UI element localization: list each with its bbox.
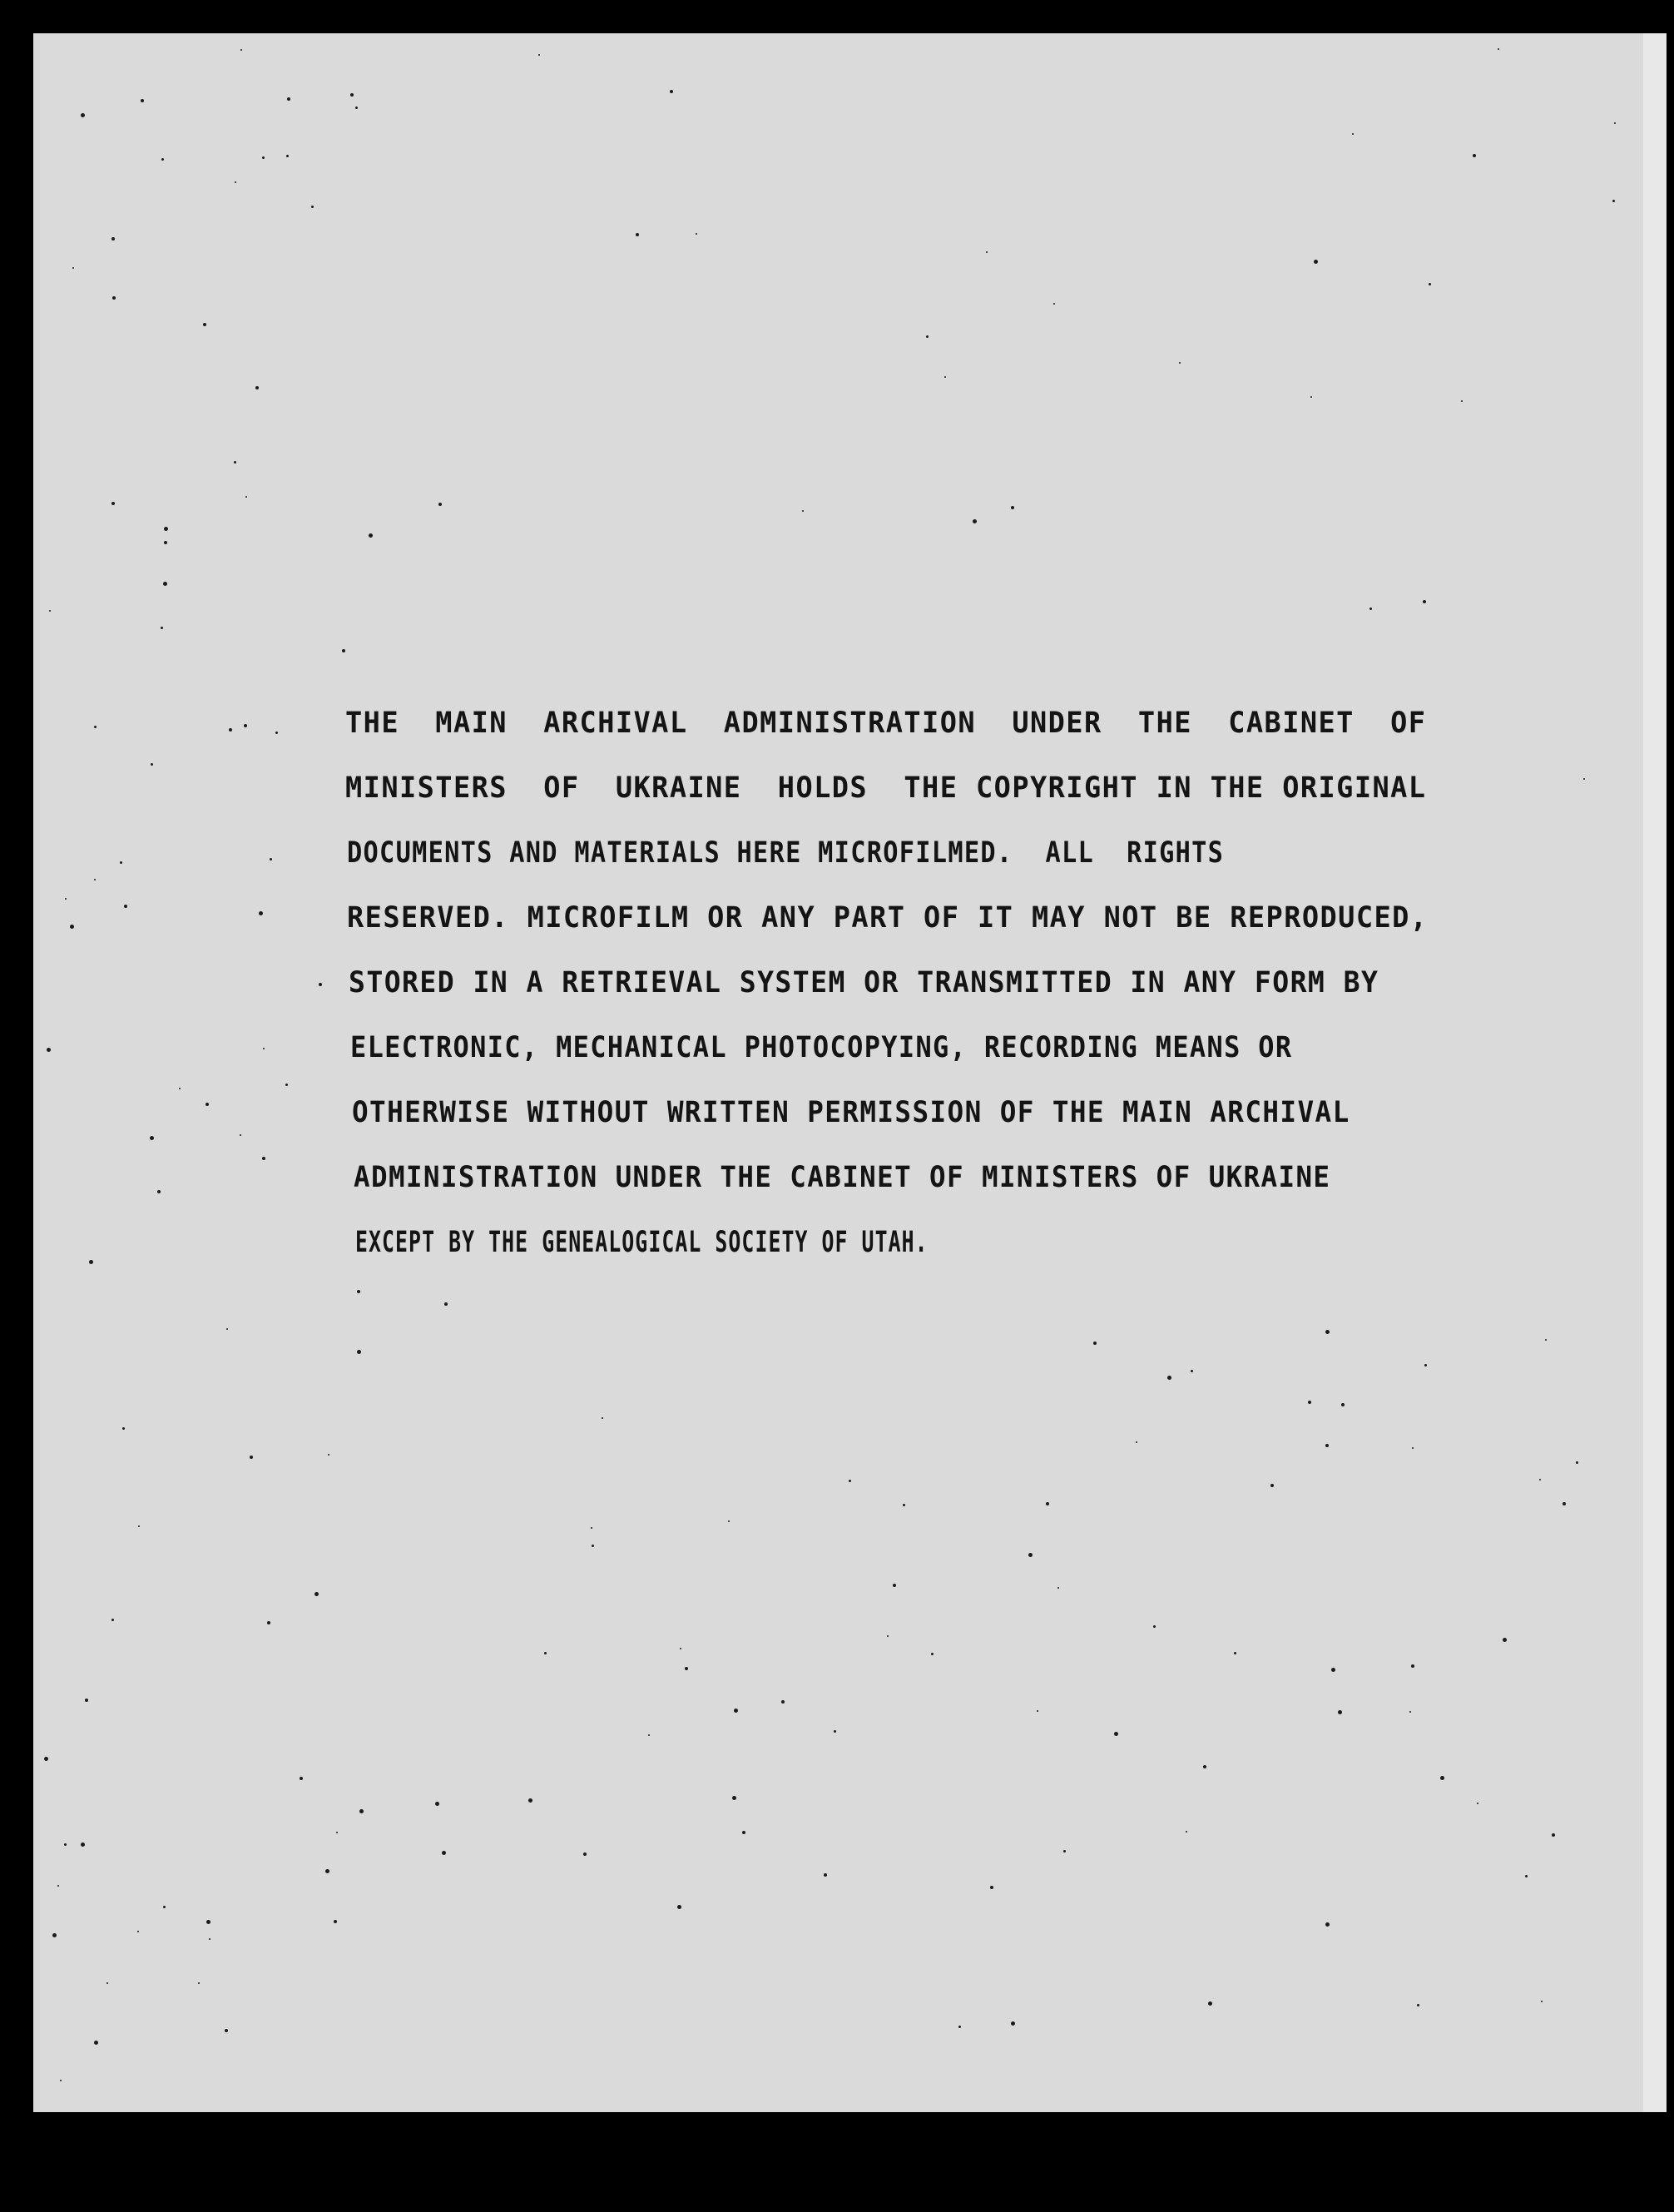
dust-speck [319, 983, 322, 986]
dust-speck [89, 1260, 93, 1264]
copyright-notice [345, 691, 1577, 1275]
dust-speck [1186, 1831, 1187, 1833]
dust-speck [1409, 1711, 1411, 1713]
dust-speck [1429, 283, 1431, 285]
dust-speck [57, 1885, 59, 1887]
dust-speck [670, 90, 673, 93]
dust-speck [986, 251, 988, 253]
dust-speck [1539, 1479, 1541, 1480]
dust-speck [164, 541, 167, 544]
dust-speck [60, 2080, 62, 2081]
dust-speck [742, 1831, 745, 1834]
dust-speck [1424, 1364, 1427, 1366]
microfilm-page [33, 33, 1643, 2112]
dust-speck [849, 1480, 851, 1482]
dust-speck [592, 1545, 594, 1547]
dust-speck [1541, 2001, 1543, 2002]
notice-line: DOCUMENTS AND MATERIALS HERE MICROFILMED. ALL RIGHTS [347, 836, 1225, 870]
dust-speck [1011, 506, 1014, 509]
dust-speck [824, 1873, 827, 1877]
dust-speck [1308, 1401, 1311, 1404]
dust-speck [1331, 1668, 1335, 1672]
dust-speck [225, 2029, 228, 2032]
dust-speck [1576, 1461, 1578, 1464]
notice-line: OTHERWISE WITHOUT WRITTEN PERMISSION OF THE MAIN ARCHIVAL [352, 1096, 1350, 1129]
dust-speck [209, 1938, 210, 1940]
dust-speck [334, 1920, 337, 1923]
dust-speck [1503, 1638, 1507, 1642]
dust-speck [163, 1906, 166, 1908]
dust-speck [85, 1699, 88, 1702]
dust-speck [111, 237, 115, 241]
dust-speck [1325, 1922, 1330, 1927]
dust-speck [267, 1621, 270, 1624]
dust-speck [240, 49, 242, 51]
dust-speck [1563, 1502, 1566, 1505]
dust-speck [111, 502, 115, 505]
notice-line: RESERVED. MICROFILM OR ANY PART OF IT MAY NOT BE REPRODUCED, [347, 901, 1429, 935]
dust-speck [1310, 396, 1312, 398]
dust-speck [137, 1931, 139, 1932]
dust-speck [203, 323, 206, 326]
dust-speck [602, 1417, 603, 1419]
dust-speck [544, 1652, 547, 1654]
dust-speck [1477, 1803, 1478, 1804]
dust-speck [111, 1619, 114, 1621]
dust-speck [161, 158, 164, 161]
dust-speck [164, 527, 168, 531]
dust-speck [1440, 1776, 1444, 1780]
dust-speck [65, 898, 67, 900]
dust-speck [357, 1290, 360, 1293]
dust-speck [1053, 303, 1055, 305]
dust-speck [685, 1667, 688, 1670]
dust-speck [1473, 154, 1476, 157]
dust-speck [1011, 2021, 1015, 2026]
notice-line: ELECTRONIC, MECHANICAL PHOTOCOPYING, RECORDING MEANS OR [350, 1031, 1293, 1064]
dust-speck [163, 582, 167, 586]
dust-speck [1461, 400, 1463, 402]
dust-speck [1583, 778, 1585, 780]
dust-speck [538, 54, 540, 56]
dust-speck [1270, 1484, 1274, 1487]
dust-speck [583, 1852, 587, 1856]
dust-speck [47, 1048, 51, 1052]
dust-speck [94, 726, 97, 728]
dust-speck [728, 1520, 730, 1522]
dust-speck [958, 2026, 961, 2028]
dust-speck [270, 858, 272, 860]
dust-speck [648, 1734, 650, 1736]
dust-speck [64, 1843, 67, 1846]
dust-speck [263, 1048, 265, 1049]
dust-speck [1612, 200, 1615, 202]
dust-speck [206, 1920, 210, 1924]
dust-speck [1341, 1403, 1345, 1406]
dust-speck [342, 649, 345, 652]
notice-line: EXCEPT BY THE GENEALOGICAL SOCIETY OF UTAH. [355, 1226, 929, 1259]
dust-speck [1167, 1376, 1171, 1380]
dust-speck [94, 2041, 98, 2045]
dust-speck [1417, 2004, 1419, 2006]
dust-speck [49, 610, 51, 612]
dust-speck [226, 1328, 228, 1330]
dust-speck [141, 99, 144, 102]
dust-speck [157, 1190, 161, 1193]
dust-speck [328, 1454, 329, 1456]
dust-speck [138, 1525, 140, 1527]
dust-speck [1179, 362, 1181, 364]
dust-speck [112, 296, 116, 300]
dust-speck [1338, 1710, 1342, 1714]
dust-speck [435, 1802, 439, 1806]
dust-speck [151, 763, 153, 766]
dust-speck [357, 1350, 361, 1354]
dust-speck [198, 1982, 200, 1984]
dust-speck [1423, 600, 1426, 603]
dust-speck [285, 1084, 288, 1086]
dust-speck [1325, 1444, 1329, 1447]
dust-speck [1525, 1875, 1528, 1877]
dust-speck [81, 1843, 85, 1847]
dust-speck [250, 1456, 253, 1459]
dust-speck [1325, 1330, 1330, 1334]
dust-speck [1498, 48, 1499, 50]
page-edge [1643, 33, 1667, 2112]
dust-speck [802, 510, 804, 512]
notice-line: STORED IN A RETRIEVAL SYSTEM OR TRANSMITTED IN ANY FORM BY [349, 966, 1379, 999]
dust-speck [206, 1103, 209, 1106]
dust-speck [1614, 122, 1616, 124]
dust-speck [229, 728, 232, 732]
notice-line: THE MAIN ARCHIVAL ADMINISTRATION UNDER THE CABINET OF [345, 707, 1427, 740]
dust-speck [677, 1905, 681, 1909]
dust-speck [120, 861, 122, 864]
dust-speck [636, 233, 639, 236]
notice-line: MINISTERS OF UKRAINE HOLDS THE COPYRIGHT IN THE ORIGINAL [345, 771, 1427, 805]
dust-speck [81, 113, 85, 117]
dust-speck [781, 1700, 785, 1704]
dust-speck [1314, 260, 1318, 264]
dust-speck [72, 267, 74, 269]
dust-speck [179, 1088, 181, 1089]
dust-speck [1136, 1441, 1137, 1443]
dust-speck [325, 1869, 329, 1873]
dust-speck [287, 97, 290, 101]
dust-speck [359, 1809, 364, 1813]
dust-speck [1191, 1370, 1193, 1372]
dust-speck [444, 1302, 448, 1306]
dust-speck [696, 233, 697, 235]
dust-speck [355, 107, 358, 109]
dust-speck [122, 1427, 125, 1430]
dust-speck [1208, 2001, 1212, 2006]
dust-speck [150, 1136, 154, 1140]
dust-speck [1028, 1553, 1033, 1557]
dust-speck [44, 1757, 48, 1761]
dust-speck [903, 1504, 905, 1506]
dust-speck [1234, 1652, 1236, 1654]
dust-speck [275, 732, 278, 734]
dust-speck [106, 1982, 108, 1984]
dust-speck [732, 1796, 736, 1800]
dust-speck [235, 181, 236, 183]
dust-speck [70, 925, 74, 929]
dust-speck [893, 1584, 896, 1587]
dust-speck [94, 879, 96, 880]
dust-speck [1057, 1587, 1059, 1589]
dust-speck [1203, 1765, 1206, 1768]
dust-speck [369, 533, 373, 538]
dust-speck [1153, 1625, 1156, 1628]
dust-speck [161, 627, 163, 629]
notice-line: ADMINISTRATION UNDER THE CABINET OF MINISTERS OF UKRAINE [354, 1161, 1331, 1194]
dust-speck [1063, 1850, 1066, 1852]
dust-speck [259, 911, 263, 915]
dust-speck [234, 461, 236, 464]
dust-speck [931, 1653, 934, 1655]
dust-speck [1552, 1833, 1555, 1837]
dust-speck [262, 156, 265, 159]
dust-speck [1352, 133, 1354, 135]
dust-speck [255, 386, 259, 389]
dust-speck [262, 1157, 265, 1160]
dust-speck [887, 1635, 889, 1637]
dust-speck [350, 93, 354, 97]
dust-speck [442, 1851, 446, 1855]
dust-speck [1037, 1710, 1038, 1712]
dust-speck [438, 503, 442, 506]
dust-speck [1545, 1339, 1547, 1341]
dust-speck [680, 1648, 681, 1649]
dust-speck [311, 206, 314, 208]
dust-speck [52, 1933, 57, 1937]
dust-speck [1093, 1342, 1097, 1345]
dust-speck [990, 1886, 993, 1889]
dust-speck [944, 376, 946, 378]
dust-speck [244, 724, 247, 727]
dust-speck [286, 155, 289, 157]
dust-speck [834, 1730, 836, 1733]
dust-speck [926, 335, 929, 338]
dust-speck [300, 1777, 303, 1780]
dust-speck [973, 519, 977, 523]
dust-speck [240, 1134, 241, 1136]
dust-speck [1411, 1664, 1414, 1668]
dust-speck [1412, 1447, 1414, 1449]
dust-speck [245, 496, 247, 498]
dust-speck [336, 1832, 338, 1833]
dust-speck [1114, 1732, 1118, 1736]
dust-speck [734, 1709, 738, 1713]
dust-speck [1369, 608, 1372, 610]
dust-speck [528, 1798, 532, 1803]
dust-speck [591, 1527, 592, 1529]
dust-speck [314, 1592, 319, 1596]
dust-speck [1046, 1502, 1049, 1505]
dust-speck [124, 905, 127, 908]
